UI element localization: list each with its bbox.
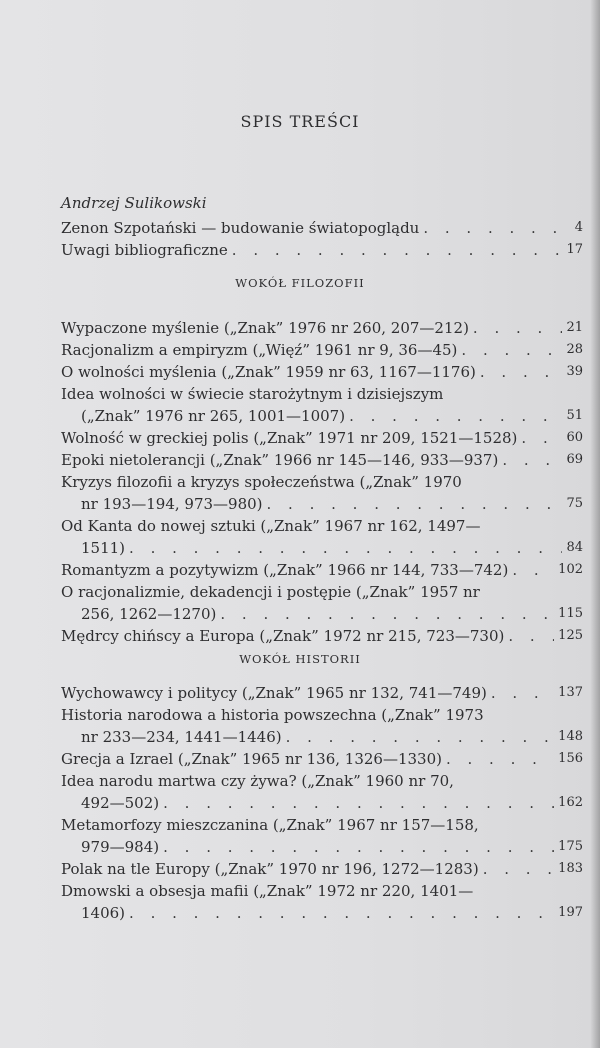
- toc-entry-title: Idea wolności w świecie starożytnym i dzisiejszym: [61, 385, 444, 403]
- toc-entry: [61, 814, 583, 858]
- toc-page-number: 175: [558, 839, 583, 854]
- toc-line: [61, 682, 583, 704]
- toc-line: [61, 880, 583, 902]
- author-name: Andrzej Sulikowski: [61, 194, 207, 212]
- toc-line: [61, 239, 583, 261]
- toc-page-number: 75: [566, 496, 583, 511]
- toc-line: [61, 317, 583, 339]
- toc-line: [61, 581, 583, 603]
- dot-leader: [446, 748, 554, 770]
- toc-entry-title: Dmowski a obsesja mafii („Znak” 1972 nr 220, 1401—: [61, 882, 474, 900]
- dot-leader: [508, 625, 554, 647]
- dot-leader: [521, 427, 562, 449]
- toc-entry: [61, 704, 583, 748]
- toc-entry-title: Zenon Szpotański — budowanie światopoglądu: [61, 219, 420, 237]
- dot-leader: [461, 339, 562, 361]
- toc-line-continuation: [61, 726, 583, 748]
- dot-leader: [232, 239, 563, 261]
- toc-entry-title: Epoki nietolerancji („Znak” 1966 nr 145—146, 933—937): [61, 451, 499, 469]
- toc-entry-citation: 256, 1262—1270): [81, 605, 217, 623]
- toc-line: [61, 449, 583, 471]
- section-heading-philosophy: WOKÓŁ FILOZOFII: [235, 276, 365, 290]
- toc-entry: [61, 217, 583, 239]
- toc-entry: [61, 581, 583, 625]
- toc-entry: [61, 770, 583, 814]
- toc-line: [61, 704, 583, 726]
- toc-page-number: 39: [566, 364, 583, 379]
- toc-entry: [61, 339, 583, 361]
- toc-entry: [61, 858, 583, 880]
- toc-page-number: 156: [558, 751, 583, 766]
- toc-entry-title: Polak na tle Europy („Znak” 1970 nr 196, 1272—1283): [61, 860, 479, 878]
- toc-entry: [61, 239, 583, 261]
- toc-page-number: 28: [566, 342, 583, 357]
- section-heading-history: WOKÓŁ HISTORII: [239, 652, 361, 666]
- toc-line: [61, 770, 583, 792]
- page-title: SPIS TREŚCI: [240, 112, 360, 131]
- toc-entry-citation: nr 193—194, 973—980): [81, 495, 263, 513]
- toc-line-continuation: [61, 902, 583, 924]
- toc-page-number: 197: [558, 905, 583, 920]
- toc-entry-citation: nr 233—234, 1441—1446): [81, 728, 282, 746]
- toc-entry: [61, 471, 583, 515]
- toc-line: [61, 559, 583, 581]
- toc-line-continuation: [61, 792, 583, 814]
- toc-line: [61, 814, 583, 836]
- dot-leader: [349, 405, 562, 427]
- toc-entry-title: Racjonalizm a empiryzm („Więź” 1961 nr 9, 36—45): [61, 341, 458, 359]
- toc-page-number: 183: [558, 861, 583, 876]
- toc-page-number: 51: [566, 408, 583, 423]
- toc-line: [61, 217, 583, 239]
- toc-page-number: 60: [566, 430, 583, 445]
- toc-entry-title: Romantyzm a pozytywizm („Znak” 1966 nr 144, 733—742): [61, 561, 509, 579]
- dot-leader: [129, 537, 562, 559]
- toc-page-number: 162: [558, 795, 583, 810]
- toc-entry-citation: („Znak” 1976 nr 265, 1001—1007): [81, 407, 346, 425]
- toc-page-number: 84: [566, 540, 583, 555]
- dot-leader: [473, 317, 563, 339]
- toc-page-number: 137: [558, 685, 583, 700]
- toc-entry-citation: 1406): [81, 904, 126, 922]
- dot-leader: [286, 726, 555, 748]
- toc-page-number: 148: [558, 729, 583, 744]
- toc-line: [61, 625, 583, 647]
- toc-entry: [61, 383, 583, 427]
- dot-leader: [423, 217, 570, 239]
- dot-leader: [267, 493, 563, 515]
- toc-entry-title: Wypaczone myślenie („Znak” 1976 nr 260, 207—212): [61, 319, 469, 337]
- page-edge-shadow: [590, 0, 600, 1048]
- toc-entry-citation: 492—502): [81, 794, 160, 812]
- toc-line: [61, 339, 583, 361]
- toc-entry-title: Metamorfozy mieszczanina („Znak” 1967 nr 157—158,: [61, 816, 479, 834]
- dot-leader: [512, 559, 554, 581]
- toc-entry: [61, 427, 583, 449]
- toc-entry: [61, 625, 583, 647]
- toc-line: [61, 748, 583, 770]
- toc-entry: [61, 559, 583, 581]
- toc-entry-citation: 979—984): [81, 838, 160, 856]
- toc-entry-title: Grecja a Izrael („Znak” 1965 nr 136, 1326—1330): [61, 750, 442, 768]
- dot-leader: [480, 361, 563, 383]
- toc-entry: [61, 748, 583, 770]
- toc-entry-title: Idea narodu martwa czy żywa? („Znak” 1960 nr 70,: [61, 772, 454, 790]
- toc-entry: [61, 449, 583, 471]
- toc-entry: [61, 682, 583, 704]
- toc-entry-title: Wychowawcy i politycy („Znak” 1965 nr 132, 741—749): [61, 684, 487, 702]
- toc-entry-title: Uwagi bibliograficzne: [61, 241, 228, 259]
- toc-page-number: 21: [566, 320, 583, 335]
- dot-leader: [163, 836, 554, 858]
- dot-leader: [129, 902, 554, 924]
- toc-page-number: 125: [558, 628, 583, 643]
- dot-leader: [502, 449, 562, 471]
- toc-line: [61, 515, 583, 537]
- dot-leader: [483, 858, 554, 880]
- toc-line-continuation: [61, 493, 583, 515]
- toc-entry: [61, 361, 583, 383]
- toc-entry-title: O wolności myślenia („Znak” 1959 nr 63, 1167—1176): [61, 363, 476, 381]
- toc-entry: [61, 880, 583, 924]
- toc-line: [61, 361, 583, 383]
- toc-line-continuation: [61, 537, 583, 559]
- toc-line: [61, 858, 583, 880]
- toc-page-number: 115: [558, 606, 583, 621]
- toc-line: [61, 471, 583, 493]
- toc-page-number: 17: [566, 242, 583, 257]
- toc-page-number: 4: [574, 220, 583, 235]
- toc-line: [61, 383, 583, 405]
- toc-entry-title: O racjonalizmie, dekadencji i postępie („Znak” 1957 nr: [61, 583, 480, 601]
- toc-entry-citation: 1511): [81, 539, 126, 557]
- toc-line-continuation: [61, 603, 583, 625]
- toc-entry: [61, 317, 583, 339]
- toc-entry-title: Wolność w greckiej polis („Znak” 1971 nr 209, 1521—1528): [61, 429, 518, 447]
- toc-entry-title: Mędrcy chińscy a Europa („Znak” 1972 nr 215, 723—730): [61, 627, 505, 645]
- dot-leader: [163, 792, 554, 814]
- toc-entry-title: Od Kanta do nowej sztuki („Znak” 1967 nr 162, 1497—: [61, 517, 481, 535]
- toc-entry-title: Historia narodowa a historia powszechna („Znak” 1973: [61, 706, 484, 724]
- dot-leader: [220, 603, 554, 625]
- dot-leader: [491, 682, 554, 704]
- toc-line-continuation: [61, 836, 583, 858]
- toc-line: [61, 427, 583, 449]
- toc-page-number: 69: [566, 452, 583, 467]
- toc-entry-title: Kryzys filozofii a kryzys społeczeństwa („Znak” 1970: [61, 473, 462, 491]
- toc-entry: [61, 515, 583, 559]
- toc-page-number: 102: [558, 562, 583, 577]
- toc-line-continuation: [61, 405, 583, 427]
